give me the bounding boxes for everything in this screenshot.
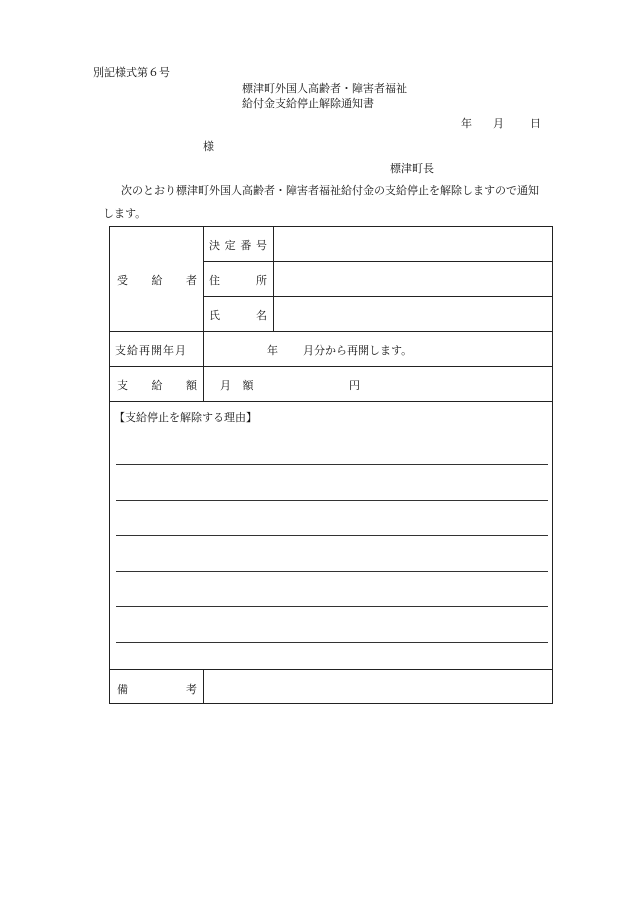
issuer-name: 標津町長 (390, 162, 434, 175)
date-day-label: 日 (530, 117, 541, 130)
address-label-char: 住 (209, 274, 220, 287)
name-label-char: 氏 (209, 309, 220, 322)
recipient-label-char: 者 (186, 274, 197, 287)
decision-number-label (209, 237, 267, 253)
body-text-line1: 次のとおり標津町外国人高齢者・障害者福祉給付金の支給停止を解除しますので通知 (121, 184, 539, 197)
form-number: 別記様式第６号 (93, 66, 170, 79)
row-divider (203, 296, 553, 297)
addressee-honorific: 様 (203, 140, 214, 153)
address-label-char: 所 (256, 274, 267, 287)
resume-year-label: 年 (267, 344, 278, 357)
decision-number-char: 定 (224, 239, 236, 252)
reason-writing-line (116, 571, 548, 572)
resume-label: 支給再開年月 (115, 344, 187, 357)
row-divider (109, 331, 553, 332)
decision-number-char: 決 (209, 239, 220, 252)
reason-writing-line (116, 642, 548, 643)
amount-label-char: 支 (117, 379, 128, 392)
body-text-line2: します。 (103, 207, 147, 220)
row-divider (109, 669, 553, 670)
column-divider (273, 226, 274, 331)
address-label (209, 272, 267, 288)
remarks-label-char: 備 (117, 683, 128, 696)
row-divider (109, 366, 553, 367)
reason-writing-line (116, 500, 548, 501)
name-label (209, 307, 267, 323)
row-divider (203, 261, 553, 262)
decision-number-char: 号 (255, 239, 267, 252)
name-label-char: 名 (256, 309, 267, 322)
date-year-label: 年 (461, 117, 472, 130)
resume-month-text: 月分から再開します。 (303, 344, 413, 357)
notice-table (109, 226, 553, 704)
recipient-label (117, 272, 197, 288)
document-title-line2: 給付金支給停止解除通知書 (242, 97, 374, 110)
decision-number-char: 番 (240, 239, 252, 252)
row-divider (109, 401, 553, 402)
column-divider (203, 669, 204, 704)
amount-label-char: 給 (151, 379, 163, 392)
recipient-label-char: 受 (117, 274, 128, 287)
monthly-amount-label: 月 額 (220, 379, 254, 392)
reason-writing-line (116, 606, 548, 607)
date-month-label: 月 (493, 117, 504, 130)
reason-writing-line (116, 464, 548, 465)
document-title-line1: 標津町外国人高齢者・障害者福祉 (242, 82, 407, 95)
yen-label: 円 (349, 379, 360, 392)
column-divider (203, 226, 204, 401)
amount-label-char: 額 (186, 379, 197, 392)
reason-writing-line (116, 535, 548, 536)
recipient-label-char: 給 (151, 274, 163, 287)
remarks-label (117, 681, 197, 697)
reason-heading: 【支給停止を解除する理由】 (114, 411, 257, 424)
amount-label (117, 377, 197, 393)
remarks-label-char: 考 (186, 683, 197, 696)
